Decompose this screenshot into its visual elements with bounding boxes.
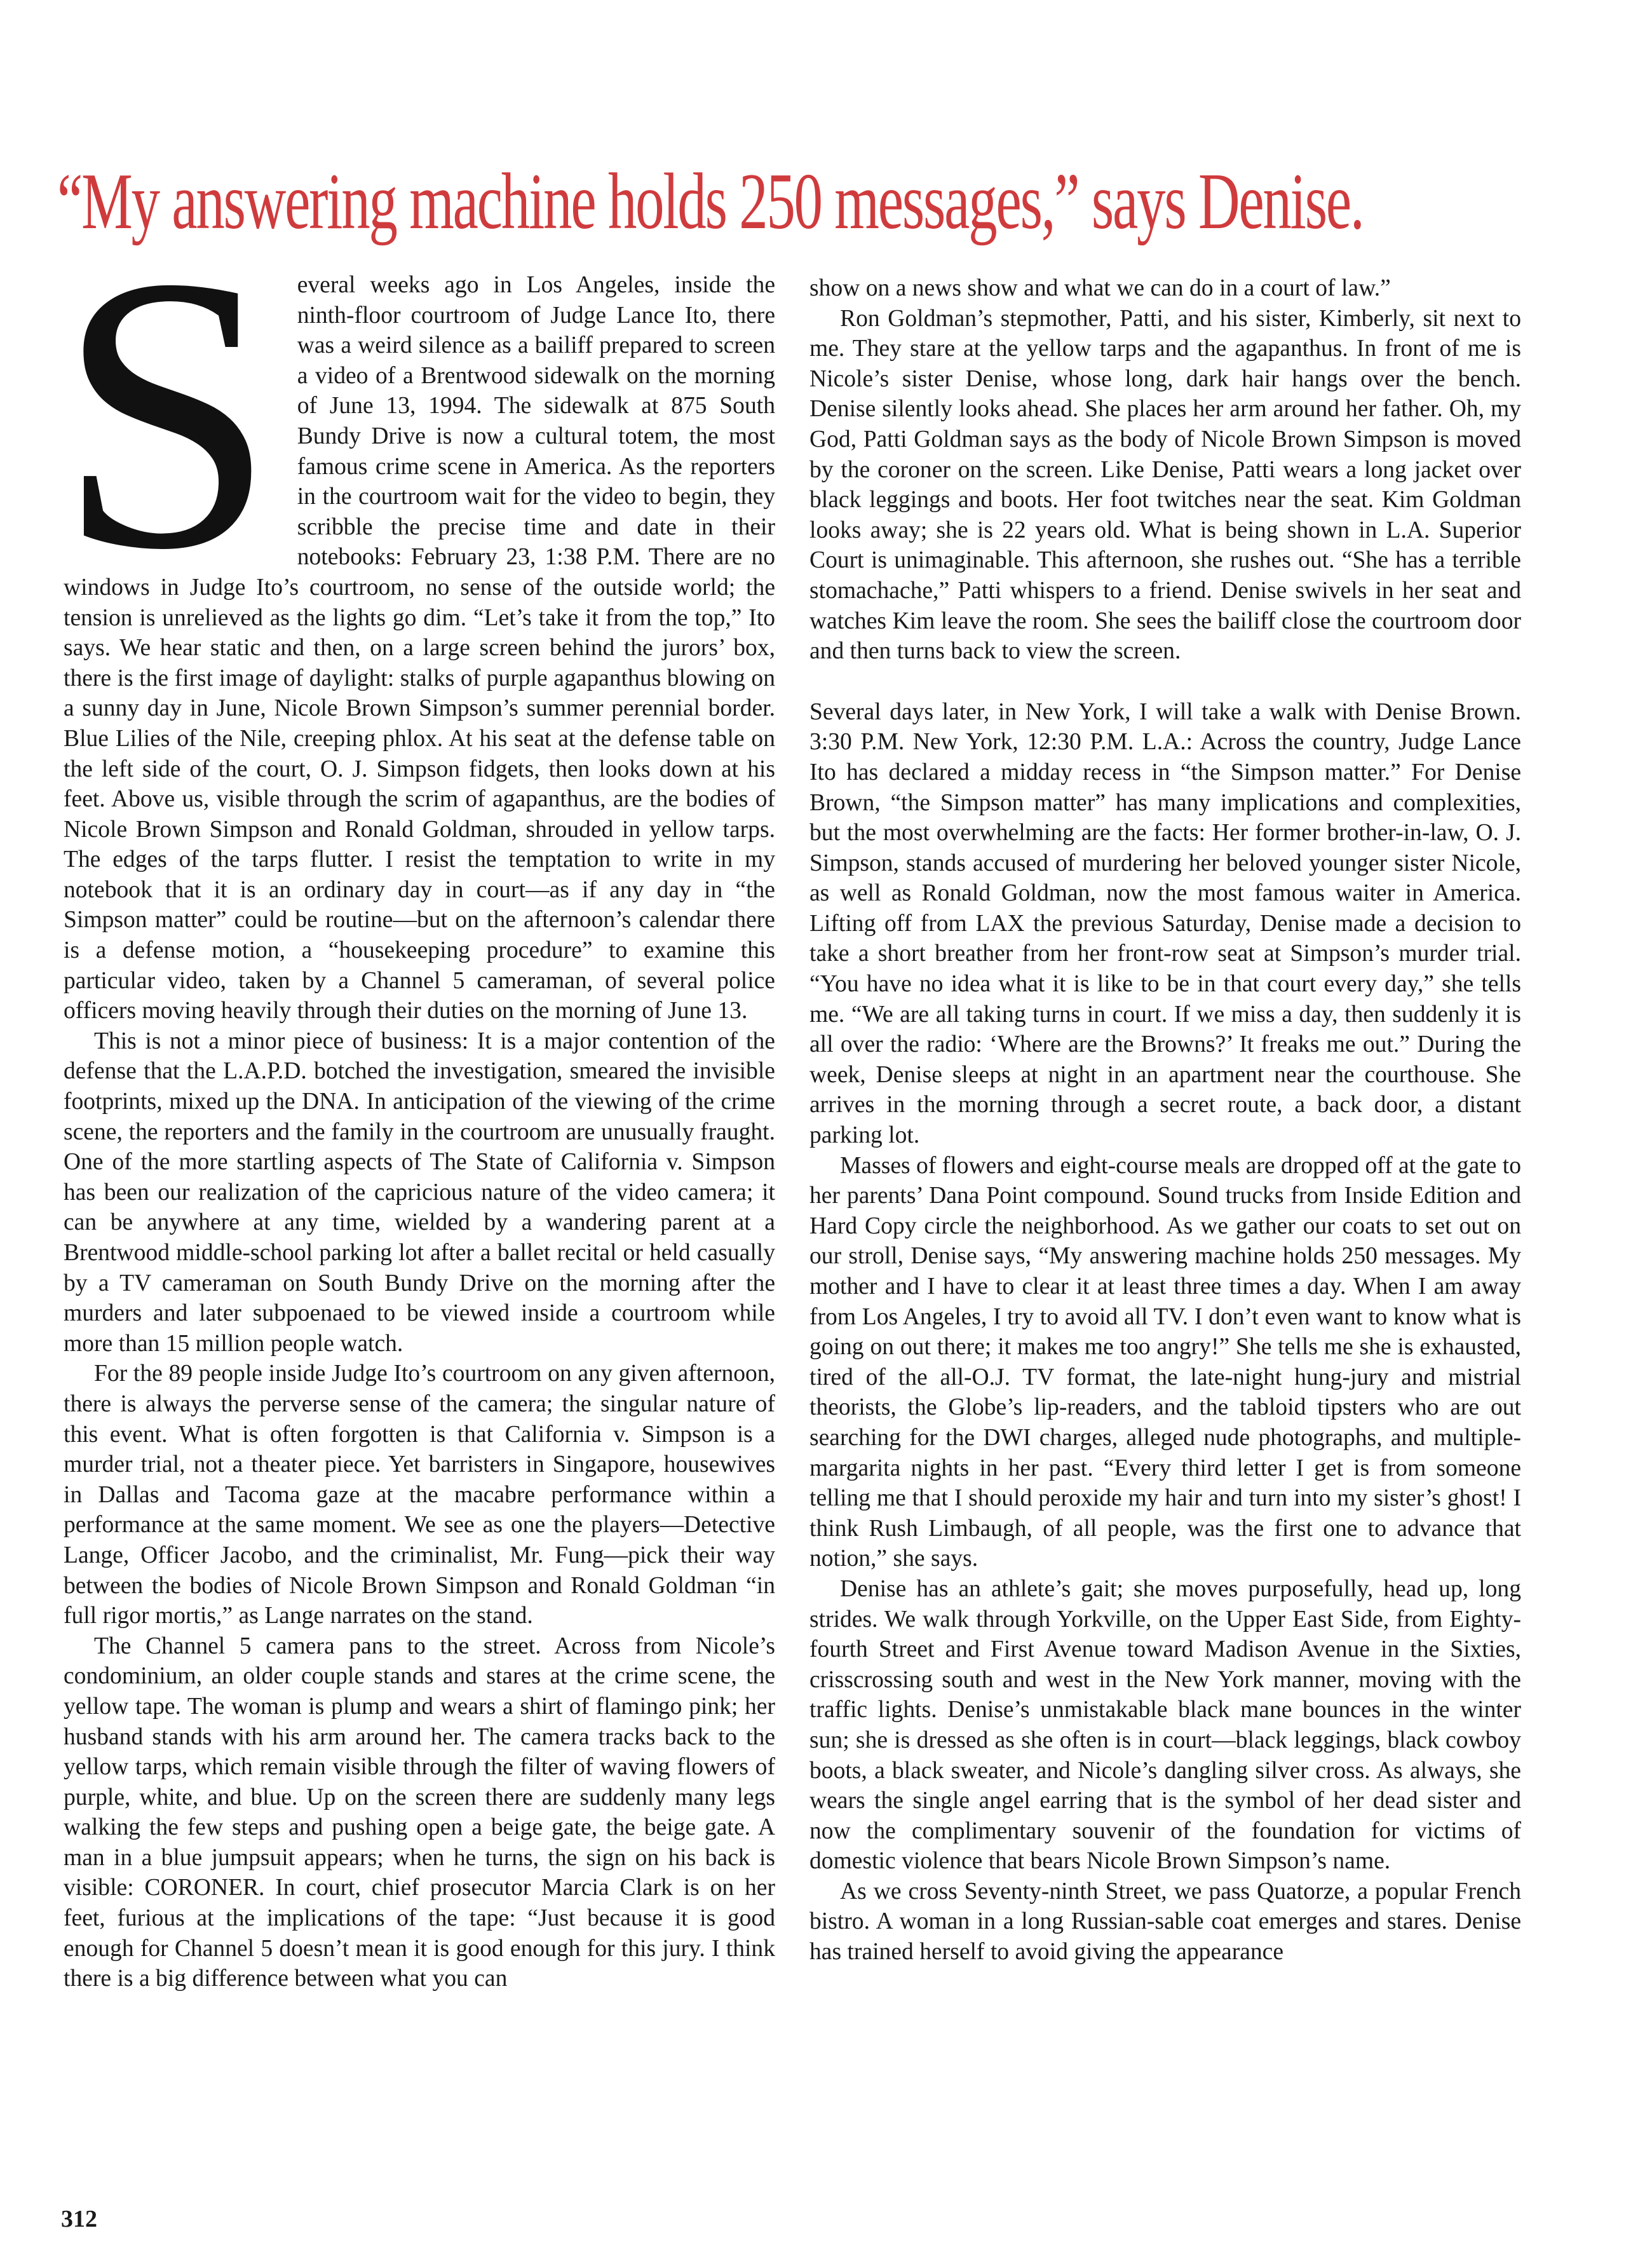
paragraph: This is not a minor piece of business: It is a major contention of the defense that the L.A.P.D. botched the investigation, smeared the invisible footprints, mixed up the DNA. In anticipation of the viewing of the crime scene, the reporters and the family in the courtroom are unusually fraught. One of the more startling aspects of The State of California v. Simpson has been our realization of the capricious nature of the video camera; it can be anywhere at any time, wielded by a wandering parent at a Brentwood middle-school parking lot after a ballet recital or held casually by a TV cameraman on South Bundy Drive on the morning after the murders and later subpoenaed to be viewed inside a courtroom while more than 15 million people watch. bbox=[64, 1028, 775, 1357]
page-number: 312 bbox=[61, 2206, 97, 2232]
opening-paragraph-text: everal weeks ago in Los Angeles, inside the ninth-floor courtroom of Judge Lance Ito, there was a weird silence as a bailiff prepared to screen a video of a Brentwood sidewalk on the morning of June 13, 1994. The sidewalk at 875 South Bundy Drive is now a cultural totem, the most famous crime scene in America. As the reporters in the courtroom wait for the video to begin, they scribble the precise time and date in their notebooks: February 23, 1:38 P.M. There are no windows in Judge Ito’s courtroom, no sense of the outside world; the tension is unrelieved as the lights go dim. “Let’s take it from the top,” Ito says. We hear static and then, on a large screen behind the jurors’ box, there is the first image of daylight: stalks of purple agapanthus blowing on a sunny day in June, Nicole Brown Simpson’s summer perennial border. Blue Lilies of the Nile, creeping phlox. At his seat at the defense table on the left side of the court, O. J. Simpson fidgets, then looks down at his feet. Above us, visible through the scrim of agapanthus, are the bodies of Nicole Brown Simpson and Ronald Goldman, shrouded in yellow tarps. The edges of the tarps flutter. I resist the temptation to write in my notebook that it is an ordinary day in court—as if any day in “the Simpson matter” could be routine—but on the afternoon’s calendar there is a defense motion, a “housekeeping procedure” to examine this particular video, taken by a Channel 5 cameraman, of several police officers moving heavily through their duties on the morning of June 13. bbox=[64, 272, 775, 1024]
paragraph: Denise has an athlete’s gait; she moves purposefully, head up, long strides. We walk through Yorkville, on the Upper East Side, from Eighty-fourth Street and First Avenue toward Madison Avenue in the Sixties, crisscrossing south and west in the New York manner, moving with the traffic lights. Denise’s unmistakable black mane bounces in the winter sun; she is dressed as she often is in court—black leggings, black cowboy boots, a black sweater, and Nicole’s dangling silver cross. As always, she wears the single angel earring that is the symbol of her dead sister and now the complimentary souvenir of the foundation for victims of domestic violence that bears Nicole Brown Simpson’s name. bbox=[809, 1575, 1521, 1875]
paragraph: Masses of flowers and eight-course meals are dropped off at the gate to her parents’ Dana Point compound. Sound trucks from Inside Edition and Hard Copy circle the neighborhood. As we gather our coats to set out on our stroll, Denise says, “My answering machine holds 250 messages. My mother and I have to clear it at least three times a day. When I am away from Los Angeles, I try to avoid all TV. I don’t even want to know what is going on out there; it makes me too angry!” She tells me she is exhausted, tired of the all-O.J. TV format, the late-night hung-jury and mistrial theorists, the Globe’s lip-readers, and the tabloid tipsters who are out searching for the DWI charges, alleged nude photographs, and multiple-margarita nights in her past. “Every third letter I get is from someone telling me that I should peroxide my hair and turn into my sister’s ghost! I think Rush Limbaugh, of all people, was the first one to advance that notion,” she says. bbox=[809, 1152, 1522, 1572]
paragraph: As we cross Seventy-ninth Street, we pass Quatorze, a popular French bistro. A woman in a long Russian-sable coat emerges and stares. Denise has trained herself to avoid giving the appearance bbox=[809, 1878, 1521, 1966]
right-column bbox=[809, 273, 1521, 1967]
paragraph: Ron Goldman’s stepmother, Patti, and his sister, Kimberly, sit next to me. They stare at the yellow tarps and the agapanthus. In front of me is Nicole’s sister Denise, whose long, dark hair hangs over the bench. Denise silently looks ahead. She places her arm around her father. Oh, my God, Patti Goldman says as the body of Nicole Brown Simpson is moved by the coroner on the screen. Like Denise, Patti wears a long jacket over black leggings and boots. Her foot twitches near the seat. Kim Goldman looks away; she is 22 years old. What is being shown in L.A. Superior Court is unimaginable. This afternoon, she rushes out. “She has a terrible stomachache,” Patti whispers to a friend. Denise swivels in her seat and watches Kim leave the room. She sees the bailiff close the courtroom door and then turns back to view the screen. bbox=[809, 305, 1521, 665]
headline-text: “My answering machine holds 250 messages,” says Denise. bbox=[57, 158, 1364, 246]
section-start-paragraph: Several days later, in New York, I will take a walk with Denise Brown. 3:30 P.M. New York, 12:30 P.M. L.A.: Across the country, Judge Lance Ito has declared a midday recess in “the Simpson matter.” For Denise Brown, “the Simpson matter” has many implications and complexities, but the most overwhelming are the facts: Her former brother-in-law, O. J. Simpson, stands accused of murdering her beloved younger sister Nicole, as well as Ronald Goldman, now the most famous waiter in America. Lifting off from LAX the previous Saturday, Denise made a decision to take a short breather from her front-row seat at Simpson’s murder trial. “You have no idea what it is like to be in that court every day,” she tells me. “We are all taking turns in court. If we miss a day, then suddenly it is all over the radio: ‘Where are the Browns?’ It freaks me out.” During the week, Denise sleeps at night in an apartment near the courthouse. She arrives in the morning through a secret route, a back door, a distant parking lot. bbox=[809, 698, 1521, 1149]
drop-cap: S bbox=[57, 195, 276, 630]
opening-paragraph bbox=[57, 195, 775, 1026]
continued-paragraph: show on a news show and what we can do in a court of law.” bbox=[809, 275, 1391, 301]
paragraph: For the 89 people inside Judge Ito’s courtroom on any given afternoon, there is always the perverse sense of the camera; the singular nature of this event. What is often forgotten is that California v. Simpson is a murder trial, not a theater piece. Yet barristers in Singapore, housewives in Dallas and Tacoma gaze at the macabre performance within a performance at the same moment. We see as one the players—Detective Lange, Officer Jacobo, and the criminalist, Mr. Fung—pick their way between the bodies of Nicole Brown Simpson and Ronald Goldman “in full rigor mortis,” as Lange narrates on the stand. bbox=[64, 1361, 775, 1629]
left-column bbox=[57, 195, 775, 1994]
headline bbox=[57, 145, 1608, 259]
paragraph: The Channel 5 camera pans to the street. Across from Nicole’s condominium, an older couple stands and stares at the crime scene, the yellow tape. The woman is plump and wears a shirt of flamingo pink; her husband stands with his arm around her. The camera tracks back to the yellow tarps, which remain visible through the filter of waving flowers of purple, white, and blue. Up on the screen there are suddenly many legs walking the few steps and pushing open a beige gate, the beige gate. A man in a blue jumpsuit appears; when he turns, the sign on his back is visible: CORONER. In court, chief prosecutor Marcia Clark is on her feet, furious at the implications of the tape: “Just because it is good enough for Channel 5 doesn’t mean it is good enough for this jury. I think there is a big difference between what you can bbox=[64, 1633, 775, 1992]
